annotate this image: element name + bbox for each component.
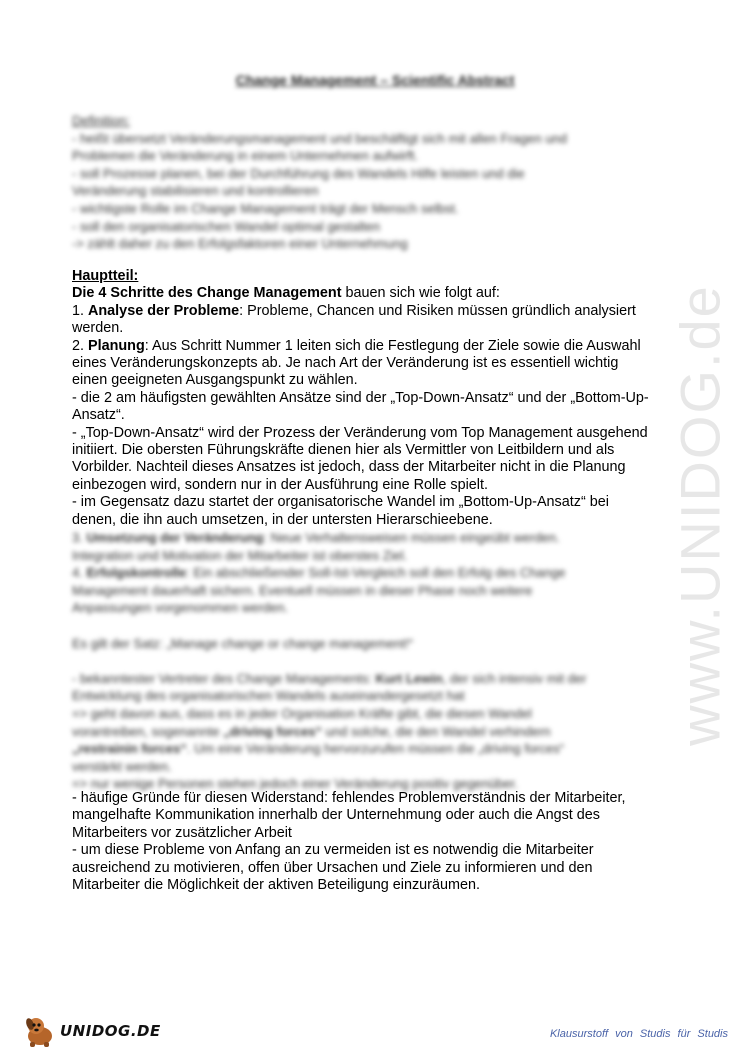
step-2-line: - „Top-Down-Ansatz“ wird der Prozess der Veränderung vom Top Management ausgehend xyxy=(72,424,648,441)
step-2: 2. Planung: Aus Schritt Nummer 1 leiten sich die Festlegung der Ziele sowie die Auswahl xyxy=(72,337,641,354)
definition-line: - soll Prozesse planen, bei der Durchführung des Wandels Hilfe leisten und die xyxy=(72,165,525,181)
step-4: 4. Erfolgskontrolle: Ein abschließender Soll-Ist-Vergleich soll den Erfolg des Change xyxy=(72,565,566,581)
step-2-line: initiiert. Die obersten Führungskräfte dienen hier als Vermittler von Leitbildern und als xyxy=(72,442,615,459)
step-4-cont: Management dauerhaft sichern. Eventuell müssen in dieser Phase noch weitere xyxy=(72,582,533,598)
step-4-cont: Anpassungen vorgenommen werden. xyxy=(72,600,289,616)
watermark-text: www.UNIDOG.de xyxy=(668,284,732,746)
lewin-line: „restrainin forces“. Um eine Veränderung hervorzurufen müssen die „driving forces“ xyxy=(72,741,565,757)
definition-line: - soll den organisatorischen Wandel optimal gestalten xyxy=(72,218,381,234)
step-2-line: einen geeigneten Ausgangspunkt zu wählen. xyxy=(72,372,358,389)
hauptteil-heading: Hauptteil: xyxy=(72,268,139,284)
closing-section xyxy=(72,790,687,894)
logo-text: UNIDOG.DE xyxy=(60,1022,161,1040)
step-2-line: - im Gegensatz dazu startet der organisatorische Wandel im „Bottom-Up-Ansatz“ bei xyxy=(72,494,609,511)
step-2-line: Vorbilder. Nachteil dieses Ansatzes ist jedoch, dass der Mitarbeiter nicht in die Planung xyxy=(72,459,626,476)
closing-line: Mitarbeiter die Möglichkeit der aktiven Beteiligung einzuräumen. xyxy=(72,877,480,894)
definition-section xyxy=(72,112,682,253)
lewin-line: => nur wenige Personen stehen jedoch einer Veränderung positiv gegenüber. xyxy=(72,776,518,792)
step-2-line: - die 2 am häufigsten gewählten Ansätze sind der „Top-Down-Ansatz“ und der „Bottom-Up- xyxy=(72,389,649,406)
unidog-logo xyxy=(22,1014,161,1048)
definition-heading: Definition: xyxy=(72,113,130,128)
step-2-line: eines Veränderungskonzepts ab. Je nach Art der Veränderung ist es essentiell wichtig xyxy=(72,355,619,372)
hauptteil-section xyxy=(72,268,687,529)
closing-line: mangelhafte Kommunikation innerhalb der Unternehmung oder auch die Angst des xyxy=(72,807,600,824)
lewin-line: - bekanntester Vertreter des Change Managements: Kurt Lewin, der sich intensiv mit der xyxy=(72,670,587,686)
step-2-line: Ansatz“. xyxy=(72,407,125,424)
lewin-line: Entwicklung des organisatorischen Wandels auseinandergesetzt hat xyxy=(72,688,465,704)
closing-line: Mitarbeiters vor zusätzlicher Arbeit xyxy=(72,824,292,841)
dog-icon xyxy=(22,1014,58,1048)
step-2-line: einbezogen wird, sondern nur in der Ausführung eine Rolle spielt. xyxy=(72,476,488,493)
watermark xyxy=(655,284,745,746)
lewin-line: => geht davon aus, dass es in jeder Organisation Kräfte gibt, die diesen Wandel xyxy=(72,705,532,721)
definition-line: Veränderung stabilisieren und kontrollieren xyxy=(72,183,319,199)
step-1-cont: werden. xyxy=(72,320,124,337)
page-title: Change Management – Scientific Abstract xyxy=(235,72,515,88)
step-3: 3. Umsetzung der Veränderung: Neue Verhaltensweisen müssen eingeübt werden. xyxy=(72,530,560,545)
closing-line: - häufige Gründe für diesen Widerstand: fehlendes Problemverständnis der Mitarbeiter, xyxy=(72,790,626,806)
blurred-middle-section xyxy=(72,529,682,793)
closing-line: ausreichend zu motivieren, offen über Ursachen und Ziele zu informieren und den xyxy=(72,859,593,876)
definition-line: -> zählt daher zu den Erfolgsfaktoren einer Unternehmung xyxy=(72,236,408,252)
lewin-line: vorantreiben, sogenannte „driving forces“ und solche, die den Wandel verhindern xyxy=(72,723,551,739)
closing-line: - um diese Probleme von Anfang an zu vermeiden ist es notwendig die Mitarbeiter xyxy=(72,842,594,859)
definition-line: - wichtigste Rolle im Change Management trägt der Mensch selbst. xyxy=(72,200,459,216)
footer-tagline: Klausurstoff von Studis für Studis xyxy=(549,1028,728,1040)
lewin-line: verstärkt werden. xyxy=(72,758,172,774)
steps-intro: Die 4 Schritte des Change Management bauen sich wie folgt auf: xyxy=(72,285,500,302)
step-2-line: denen, die ihn auch umsetzen, in der untersten Hierarschieebene. xyxy=(72,511,493,528)
step-1: 1. Analyse der Probleme: Probleme, Chancen und Risiken müssen gründlich analysiert xyxy=(72,302,636,319)
step-3-cont: Integration und Motivation der Mitarbeiter ist oberstes Ziel. xyxy=(72,547,408,563)
definition-line: - heißt übersetzt Veränderungsmanagement und beschäftigt sich mit allen Fragen und xyxy=(72,130,568,146)
definition-line: Problemen die Veränderung in einem Unternehmen aufwirft. xyxy=(72,148,419,164)
quote-line: Es gilt der Satz: „Manage change or change management!“ xyxy=(72,635,414,651)
